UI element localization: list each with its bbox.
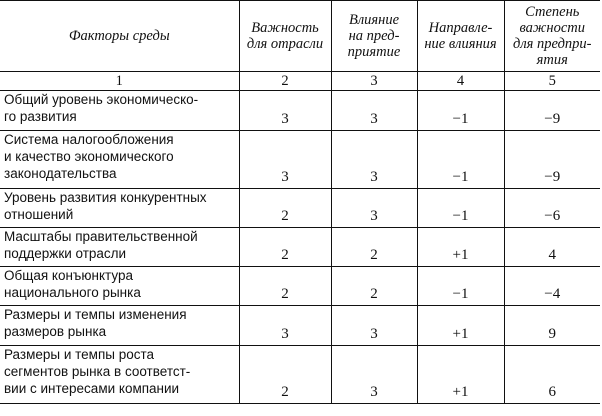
column-number: 5 xyxy=(504,72,600,91)
degree-cell: −9 xyxy=(504,131,600,189)
direction-cell: +1 xyxy=(417,346,504,404)
direction-cell: −1 xyxy=(417,189,504,228)
factor-cell: Уровень развития конкурентных отношений xyxy=(0,189,239,228)
table-row xyxy=(0,228,600,267)
factor-cell: Масштабы правительственной поддержки отрасли xyxy=(0,228,239,267)
column-number: 2 xyxy=(239,72,331,91)
influence-cell: 3 xyxy=(331,131,417,189)
influence-cell: 3 xyxy=(331,306,417,346)
degree-cell: 9 xyxy=(504,306,600,346)
direction-cell: +1 xyxy=(417,228,504,267)
table-row xyxy=(0,189,600,228)
header-direction xyxy=(417,1,504,72)
header-influence xyxy=(331,1,417,72)
table-row xyxy=(0,346,600,404)
header-degree xyxy=(504,1,600,72)
table-row xyxy=(0,131,600,189)
header-row xyxy=(0,1,600,72)
degree-cell: 4 xyxy=(504,228,600,267)
direction-cell: +1 xyxy=(417,306,504,346)
influence-cell: 3 xyxy=(331,346,417,404)
degree-cell: −9 xyxy=(504,91,600,131)
influence-cell: 3 xyxy=(331,189,417,228)
column-number: 1 xyxy=(0,72,239,91)
importance-cell: 3 xyxy=(239,91,331,131)
header-direction-text: Направле- ние влияния xyxy=(424,20,497,52)
table-row xyxy=(0,91,600,131)
table-row xyxy=(0,306,600,346)
column-number: 4 xyxy=(417,72,504,91)
influence-cell: 2 xyxy=(331,267,417,306)
column-number-row xyxy=(0,72,600,91)
header-factor-text: Факторы среды xyxy=(68,28,170,44)
header-importance-text: Важность для отрасли xyxy=(246,20,324,52)
header-factor xyxy=(0,1,239,72)
header-degree-text: Степень важности для предпри- ятия xyxy=(512,4,592,68)
table-row xyxy=(0,267,600,306)
factor-cell: Общий уровень экономическо- го развития xyxy=(0,91,239,131)
importance-cell: 3 xyxy=(239,306,331,346)
column-number: 3 xyxy=(331,72,417,91)
degree-cell: −4 xyxy=(504,267,600,306)
importance-cell: 3 xyxy=(239,131,331,189)
influence-cell: 3 xyxy=(331,91,417,131)
header-importance xyxy=(239,1,331,72)
importance-cell: 2 xyxy=(239,346,331,404)
influence-cell: 2 xyxy=(331,228,417,267)
degree-cell: −6 xyxy=(504,189,600,228)
factor-cell: Размеры и темпы изменения размеров рынка xyxy=(0,306,239,346)
importance-cell: 2 xyxy=(239,228,331,267)
factor-cell: Размеры и темпы роста сегментов рынка в соответст- вии с интересами компании xyxy=(0,346,239,404)
direction-cell: −1 xyxy=(417,131,504,189)
direction-cell: −1 xyxy=(417,91,504,131)
header-influence-text: Влияние на пред- приятие xyxy=(347,12,401,60)
importance-cell: 2 xyxy=(239,189,331,228)
factor-cell: Общая конъюнктура национального рынка xyxy=(0,267,239,306)
factor-cell: Система налогообложения и качество экономического законодательства xyxy=(0,131,239,189)
degree-cell: 6 xyxy=(504,346,600,404)
importance-cell: 2 xyxy=(239,267,331,306)
direction-cell: −1 xyxy=(417,267,504,306)
